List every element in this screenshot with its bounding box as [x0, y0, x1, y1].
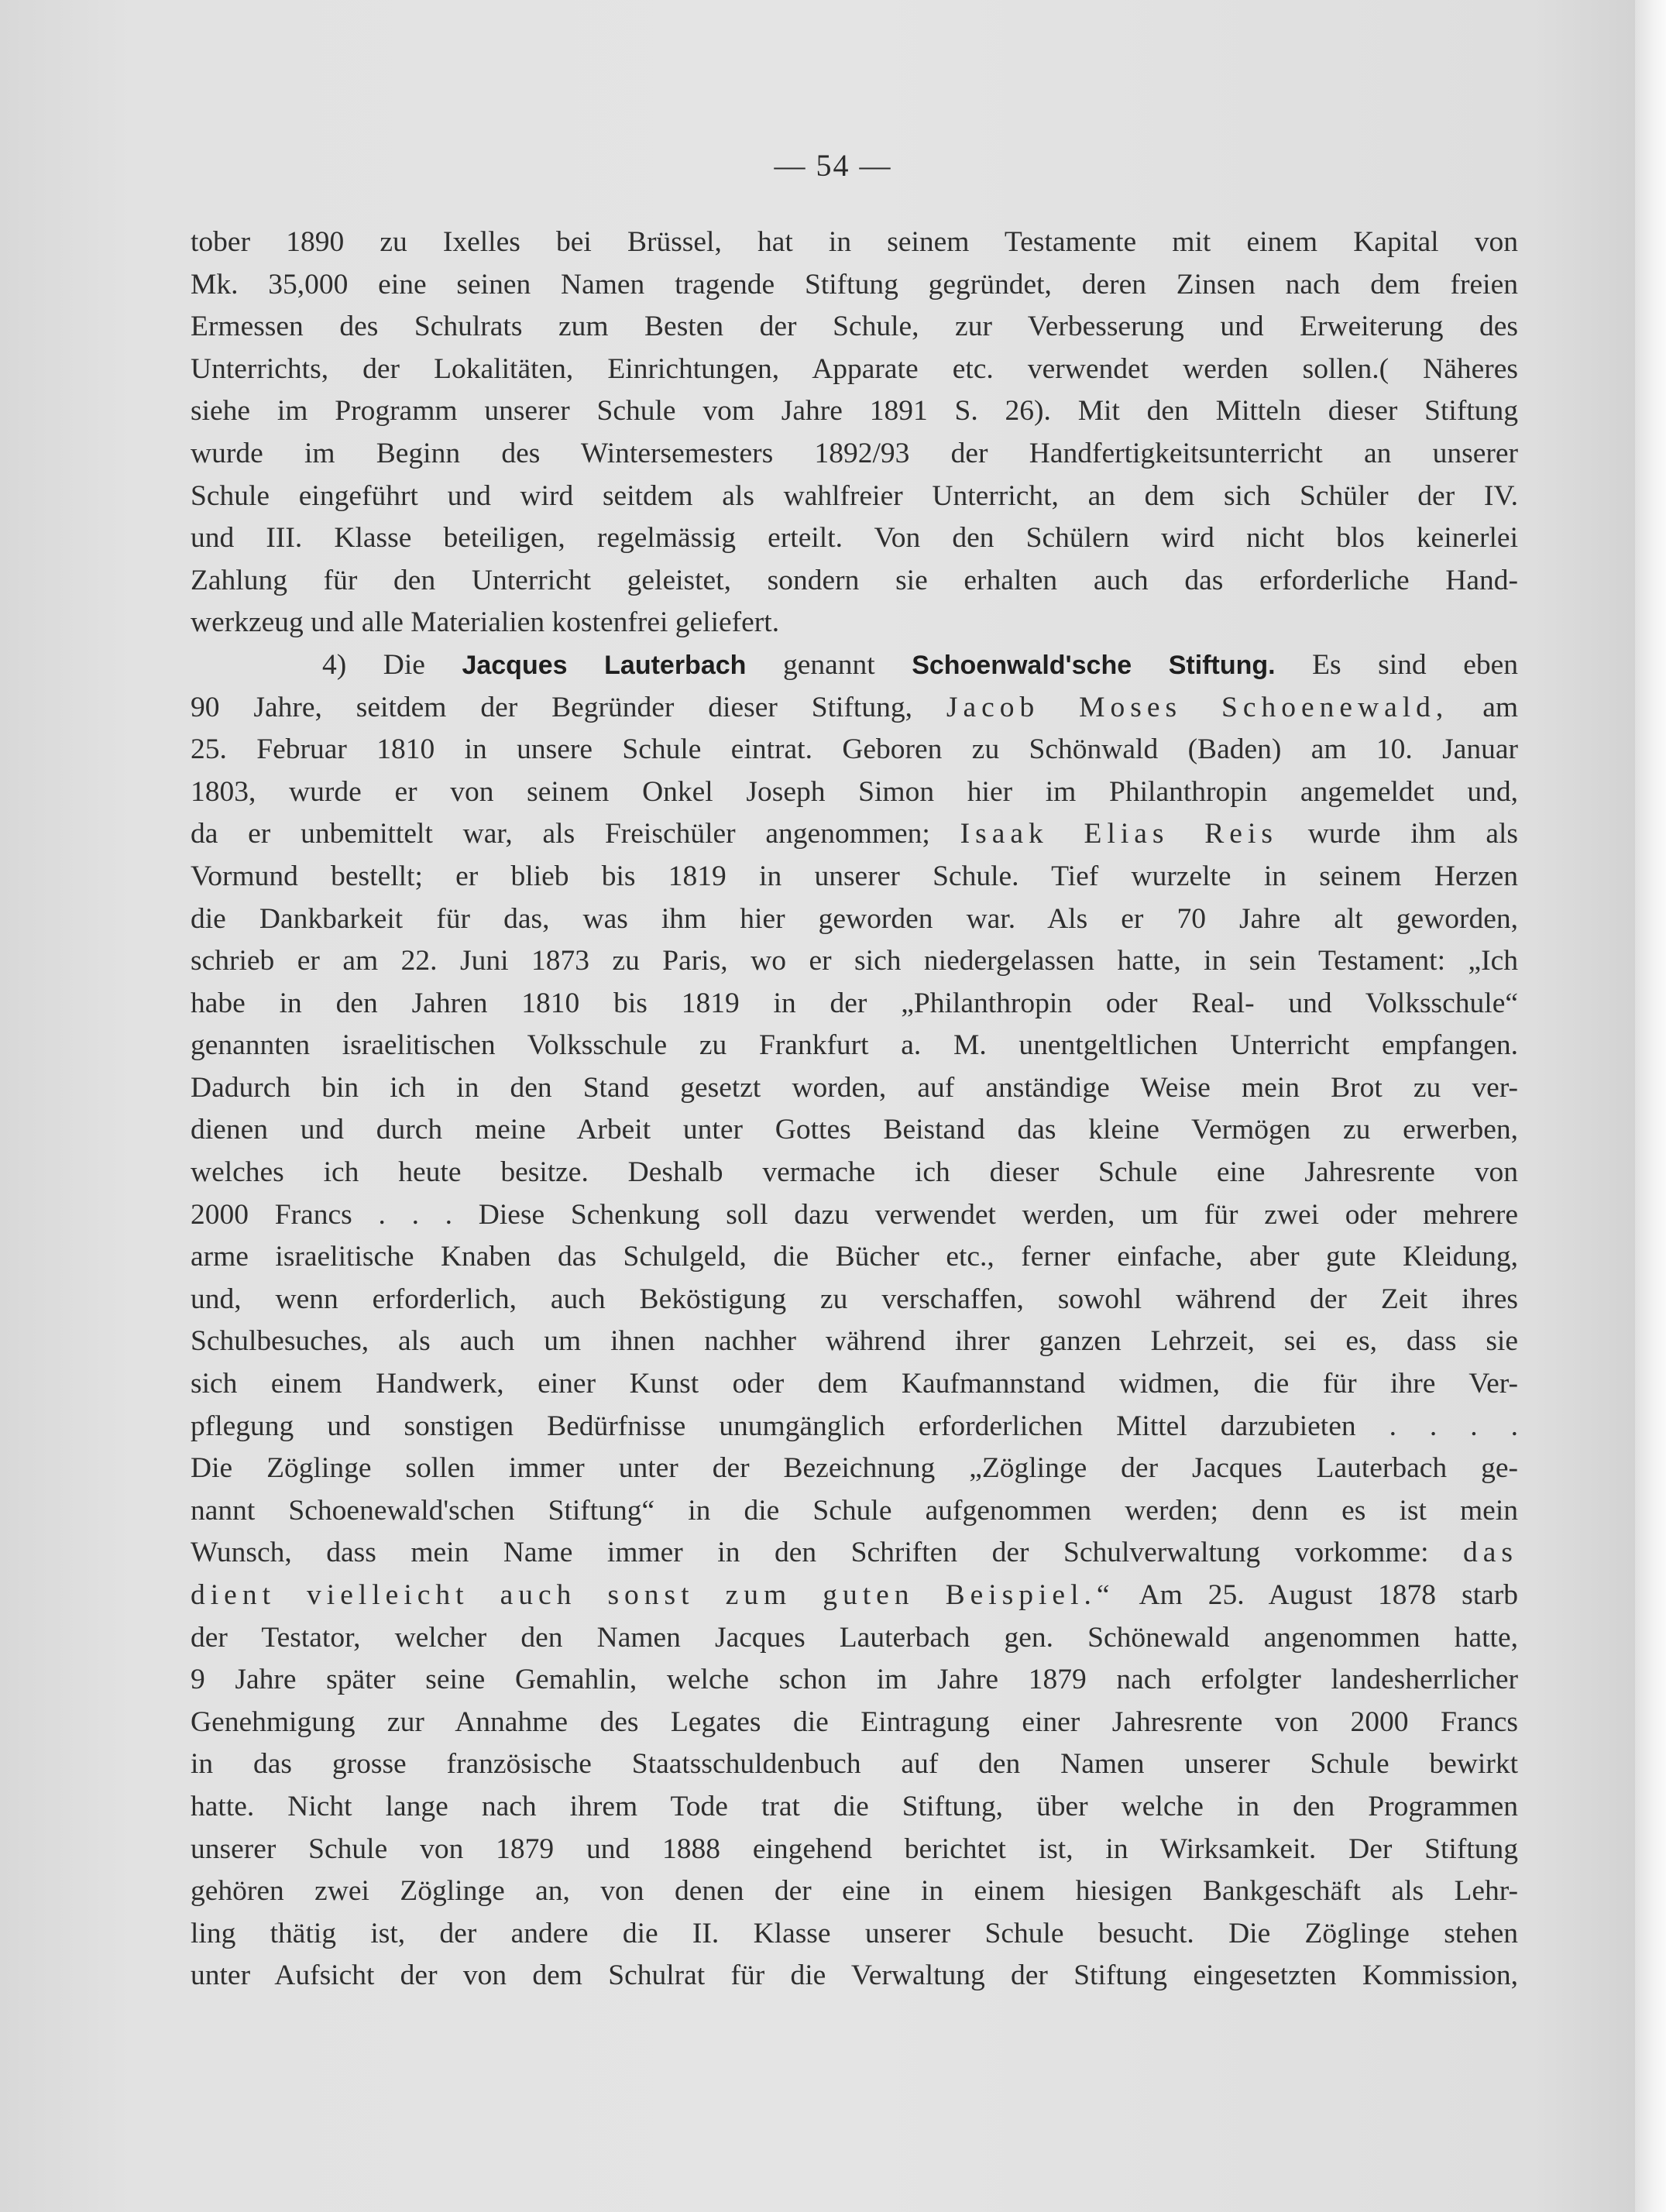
text-line: 1803, wurde er von seinem Onkel Joseph Simon hier im Philanthropin angemeldet und,: [191, 775, 1518, 808]
text-line: [191, 1575, 1518, 1617]
page-edge: [1635, 0, 1666, 2212]
text-line: Zahlung für den Unterricht geleistet, sondern sie erhalten auch das erforderliche Hand-: [191, 564, 1518, 596]
text-line: und, wenn erforderlich, auch Beköstigung zu verschaffen, sowohl während der Zeit ihres: [191, 1283, 1518, 1315]
text-line: genannten israelitischen Volksschule zu Frankfurt a. M. unentgeltlichen Unterricht empfangen.: [191, 1029, 1518, 1062]
foundation-name-1: Jacques Lauterbach: [462, 650, 747, 680]
text-line: der Testator, welcher den Namen Jacques Lauterbach gen. Schönewald angenommen hatte,: [191, 1621, 1518, 1654]
text-line: und III. Klasse beteiligen, regelmässig erteilt. Von den Schülern wird nicht blos keinerlei: [191, 522, 1518, 555]
text-line: [191, 687, 1518, 730]
text-line: Schule eingeführt und wird seitdem als wahlfreier Unterricht, an dem sich Schüler der IV.: [191, 479, 1518, 512]
text-line: werkzeug und alle Materialien kostenfrei geliefert.: [191, 606, 780, 639]
text-line: hatte. Nicht lange nach ihrem Tode trat die Stiftung, über welche in den Programmen: [191, 1790, 1518, 1822]
text-line: Mk. 35,000 eine seinen Namen tragende Stiftung gegründet, deren Zinsen nach dem freien: [191, 268, 1518, 301]
text-line: unter Aufsicht der von dem Schulrat für die Verwaltung der Stiftung eingesetzten Kommission,: [191, 1960, 1518, 1992]
foundation-name-2: Schoenwald'sche Stiftung.: [912, 650, 1276, 680]
text-fragment: 90 Jahre, seitdem der Begründer dieser Stiftung,: [191, 691, 912, 723]
text-line: Die Zöglinge sollen immer unter der Bezeichnung „Zöglinge der Jacques Lauterbach ge-: [191, 1452, 1518, 1485]
text-line: Ermessen des Schulrats zum Besten der Schule, zur Verbesserung und Erweiterung des: [191, 311, 1518, 343]
text-fragment: Es sind eben: [1312, 648, 1518, 681]
text-line: pflegung und sonstigen Bedürfnisse unumgänglich erforderlichen Mittel darzubieten . . . .: [191, 1410, 1518, 1442]
text-line: Unterrichts, der Lokalitäten, Einrichtungen, Apparate etc. verwendet werden sollen.( Näheres: [191, 352, 1518, 385]
text-line: Genehmigung zur Annahme des Legates die Eintragung einer Jahresrente von 2000 Francs: [191, 1705, 1518, 1738]
text-line: tober 1890 zu Ixelles bei Brüssel, hat in seinem Testamente mit einem Kapital von: [191, 226, 1518, 258]
text-line: 9 Jahre später seine Gemahlin, welche schon im Jahre 1879 nach erfolgter landesherrlicher: [191, 1664, 1518, 1696]
spaced-text: das: [1463, 1537, 1519, 1569]
text-line: Schulbesuches, als auch um ihnen nachher während ihrer ganzen Lehrzeit, sei es, dass sie: [191, 1325, 1518, 1358]
text-line: unserer Schule von 1879 und 1888 eingehend berichtet ist, in Wirksamkeit. Der Stiftung: [191, 1832, 1518, 1865]
body-text: [191, 222, 1518, 1997]
text-line: die Dankbarkeit für das, was ihm hier geworden war. Als er 70 Jahre alt geworden,: [191, 902, 1518, 935]
text-line: schrieb er am 22. Juni 1873 zu Paris, wo er sich niedergelassen hatte, in sein Testament: „Ich: [191, 945, 1518, 977]
text-line: wurde im Beginn des Wintersemesters 1892/93 der Handfertigkeitsunterricht an unserer: [191, 437, 1518, 469]
text-line: [191, 813, 1518, 856]
text-fragment: am: [1482, 691, 1519, 723]
text-fragment: genannt: [782, 648, 875, 681]
text-line: arme israelitische Knaben das Schulgeld, die Bücher etc., ferner einfache, aber gute Kleidung,: [191, 1241, 1518, 1273]
text-fragment: Am 25. August 1878 starb: [1139, 1579, 1518, 1611]
text-line: in das grosse französische Staatsschuldenbuch auf den Namen unserer Schule bewirkt: [191, 1748, 1518, 1781]
text-line: siehe im Programm unserer Schule vom Jahre 1891 S. 26). Mit den Mitteln dieser Stiftung: [191, 395, 1518, 428]
text-line: habe in den Jahren 1810 bis 1819 in der „Philanthropin oder Real- und Volksschule“: [191, 987, 1518, 1019]
paragraph-heading-line: [191, 644, 1518, 687]
spaced-name: Isaak Elias Reis: [960, 818, 1278, 850]
text-line: [191, 1532, 1518, 1575]
page-number: — 54 —: [774, 148, 892, 183]
item-number: 4) Die: [322, 648, 425, 681]
text-fragment: wurde ihm als: [1307, 818, 1519, 850]
spaced-name: Jacob Moses Schoenewald,: [946, 691, 1449, 723]
text-line: ling thätig ist, der andere die II. Klasse unserer Schule besucht. Die Zöglinge stehen: [191, 1917, 1518, 1949]
text-line: Dadurch bin ich in den Stand gesetzt worden, auf anständige Weise mein Brot zu ver-: [191, 1071, 1518, 1104]
text-line: sich einem Handwerk, einer Kunst oder dem Kaufmannstand widmen, die für ihre Ver-: [191, 1368, 1518, 1400]
text-fragment: da er unbemittelt war, als Freischüler angenommen;: [191, 818, 930, 850]
text-line: nannt Schoenewald'schen Stiftung“ in die Schule aufgenommen werden; denn es ist mein: [191, 1494, 1518, 1527]
text-line: dienen und durch meine Arbeit unter Gottes Beistand das kleine Vermögen zu erwerben,: [191, 1114, 1518, 1146]
text-line: Vormund bestellt; er blieb bis 1819 in unserer Schule. Tief wurzelte in seinem Herzen: [191, 860, 1518, 892]
spaced-text: dient vielleicht auch sonst zum guten Beispiel.“: [191, 1579, 1115, 1611]
text-line: 2000 Francs . . . Diese Schenkung soll dazu verwendet werden, um für zwei oder mehrere: [191, 1198, 1518, 1231]
text-line: gehören zwei Zöglinge an, von denen der eine in einem hiesigen Bankgeschäft als Lehr-: [191, 1875, 1518, 1908]
text-line: 25. Februar 1810 in unsere Schule eintrat. Geboren zu Schönwald (Baden) am 10. Januar: [191, 733, 1518, 766]
text-line: welches ich heute besitze. Deshalb vermache ich dieser Schule eine Jahresrente von: [191, 1156, 1518, 1189]
text-fragment: Wunsch, dass mein Name immer in den Schriften der Schulverwaltung vorkomme:: [191, 1537, 1429, 1569]
